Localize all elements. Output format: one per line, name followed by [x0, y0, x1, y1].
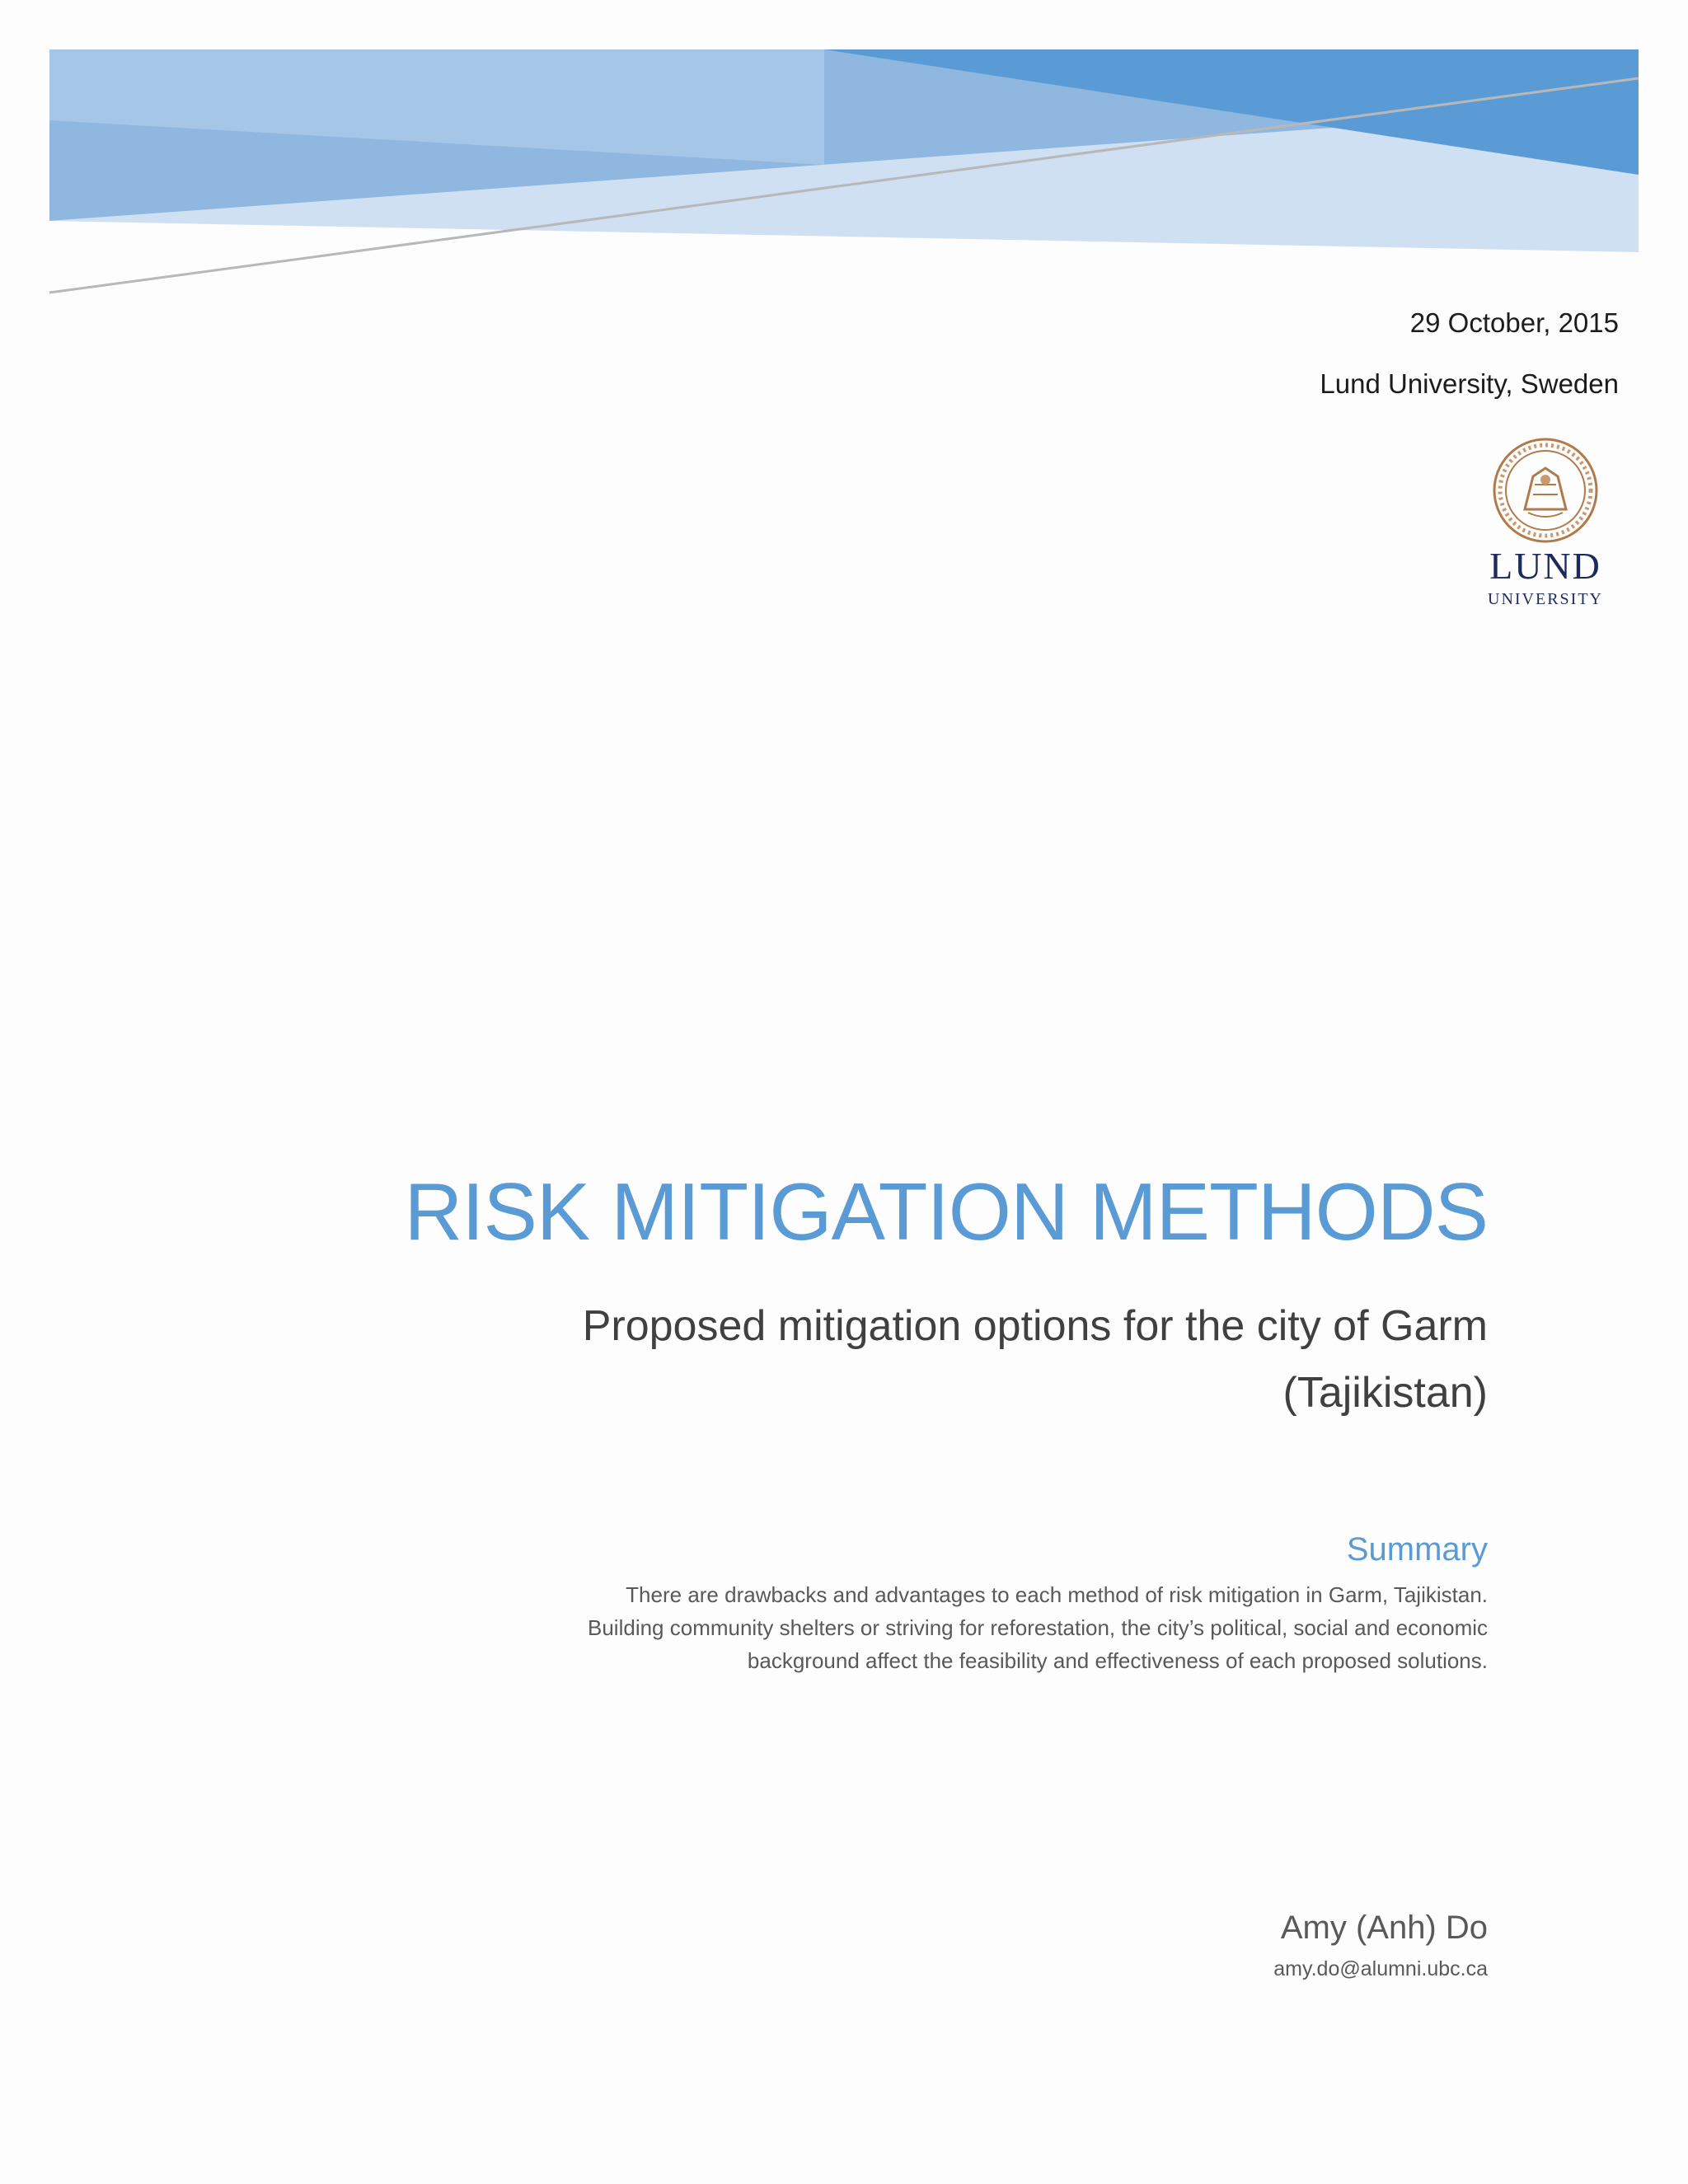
summary-text-line: There are drawbacks and advantages to each method of risk mitigation in Garm, Tajikistan.: [626, 1582, 1488, 1607]
logo-wordmark: LUND: [1489, 545, 1601, 587]
summary-heading: Summary: [1346, 1531, 1488, 1568]
affiliation: Lund University, Sweden: [1320, 368, 1619, 399]
summary-text-line: background affect the feasibility and effectiveness of each proposed solutions.: [747, 1648, 1488, 1673]
author-email: amy.do@alumni.ubc.ca: [1273, 1957, 1488, 1980]
logo-wordmark-sub: UNIVERSITY: [1488, 590, 1603, 608]
document-title: RISK MITIGATION METHODS: [404, 1166, 1488, 1257]
header-banner: [0, 0, 1688, 313]
summary-text-line: Building community shelters or striving for reforestation, the city’s political, social and economic: [588, 1615, 1488, 1640]
author-name: Amy (Anh) Do: [1280, 1910, 1488, 1946]
document-subtitle-line: Proposed mitigation options for the city of Garm: [582, 1302, 1488, 1350]
document-date: 29 October, 2015: [1409, 307, 1619, 338]
document-subtitle-line: (Tajikistan): [1282, 1369, 1488, 1417]
